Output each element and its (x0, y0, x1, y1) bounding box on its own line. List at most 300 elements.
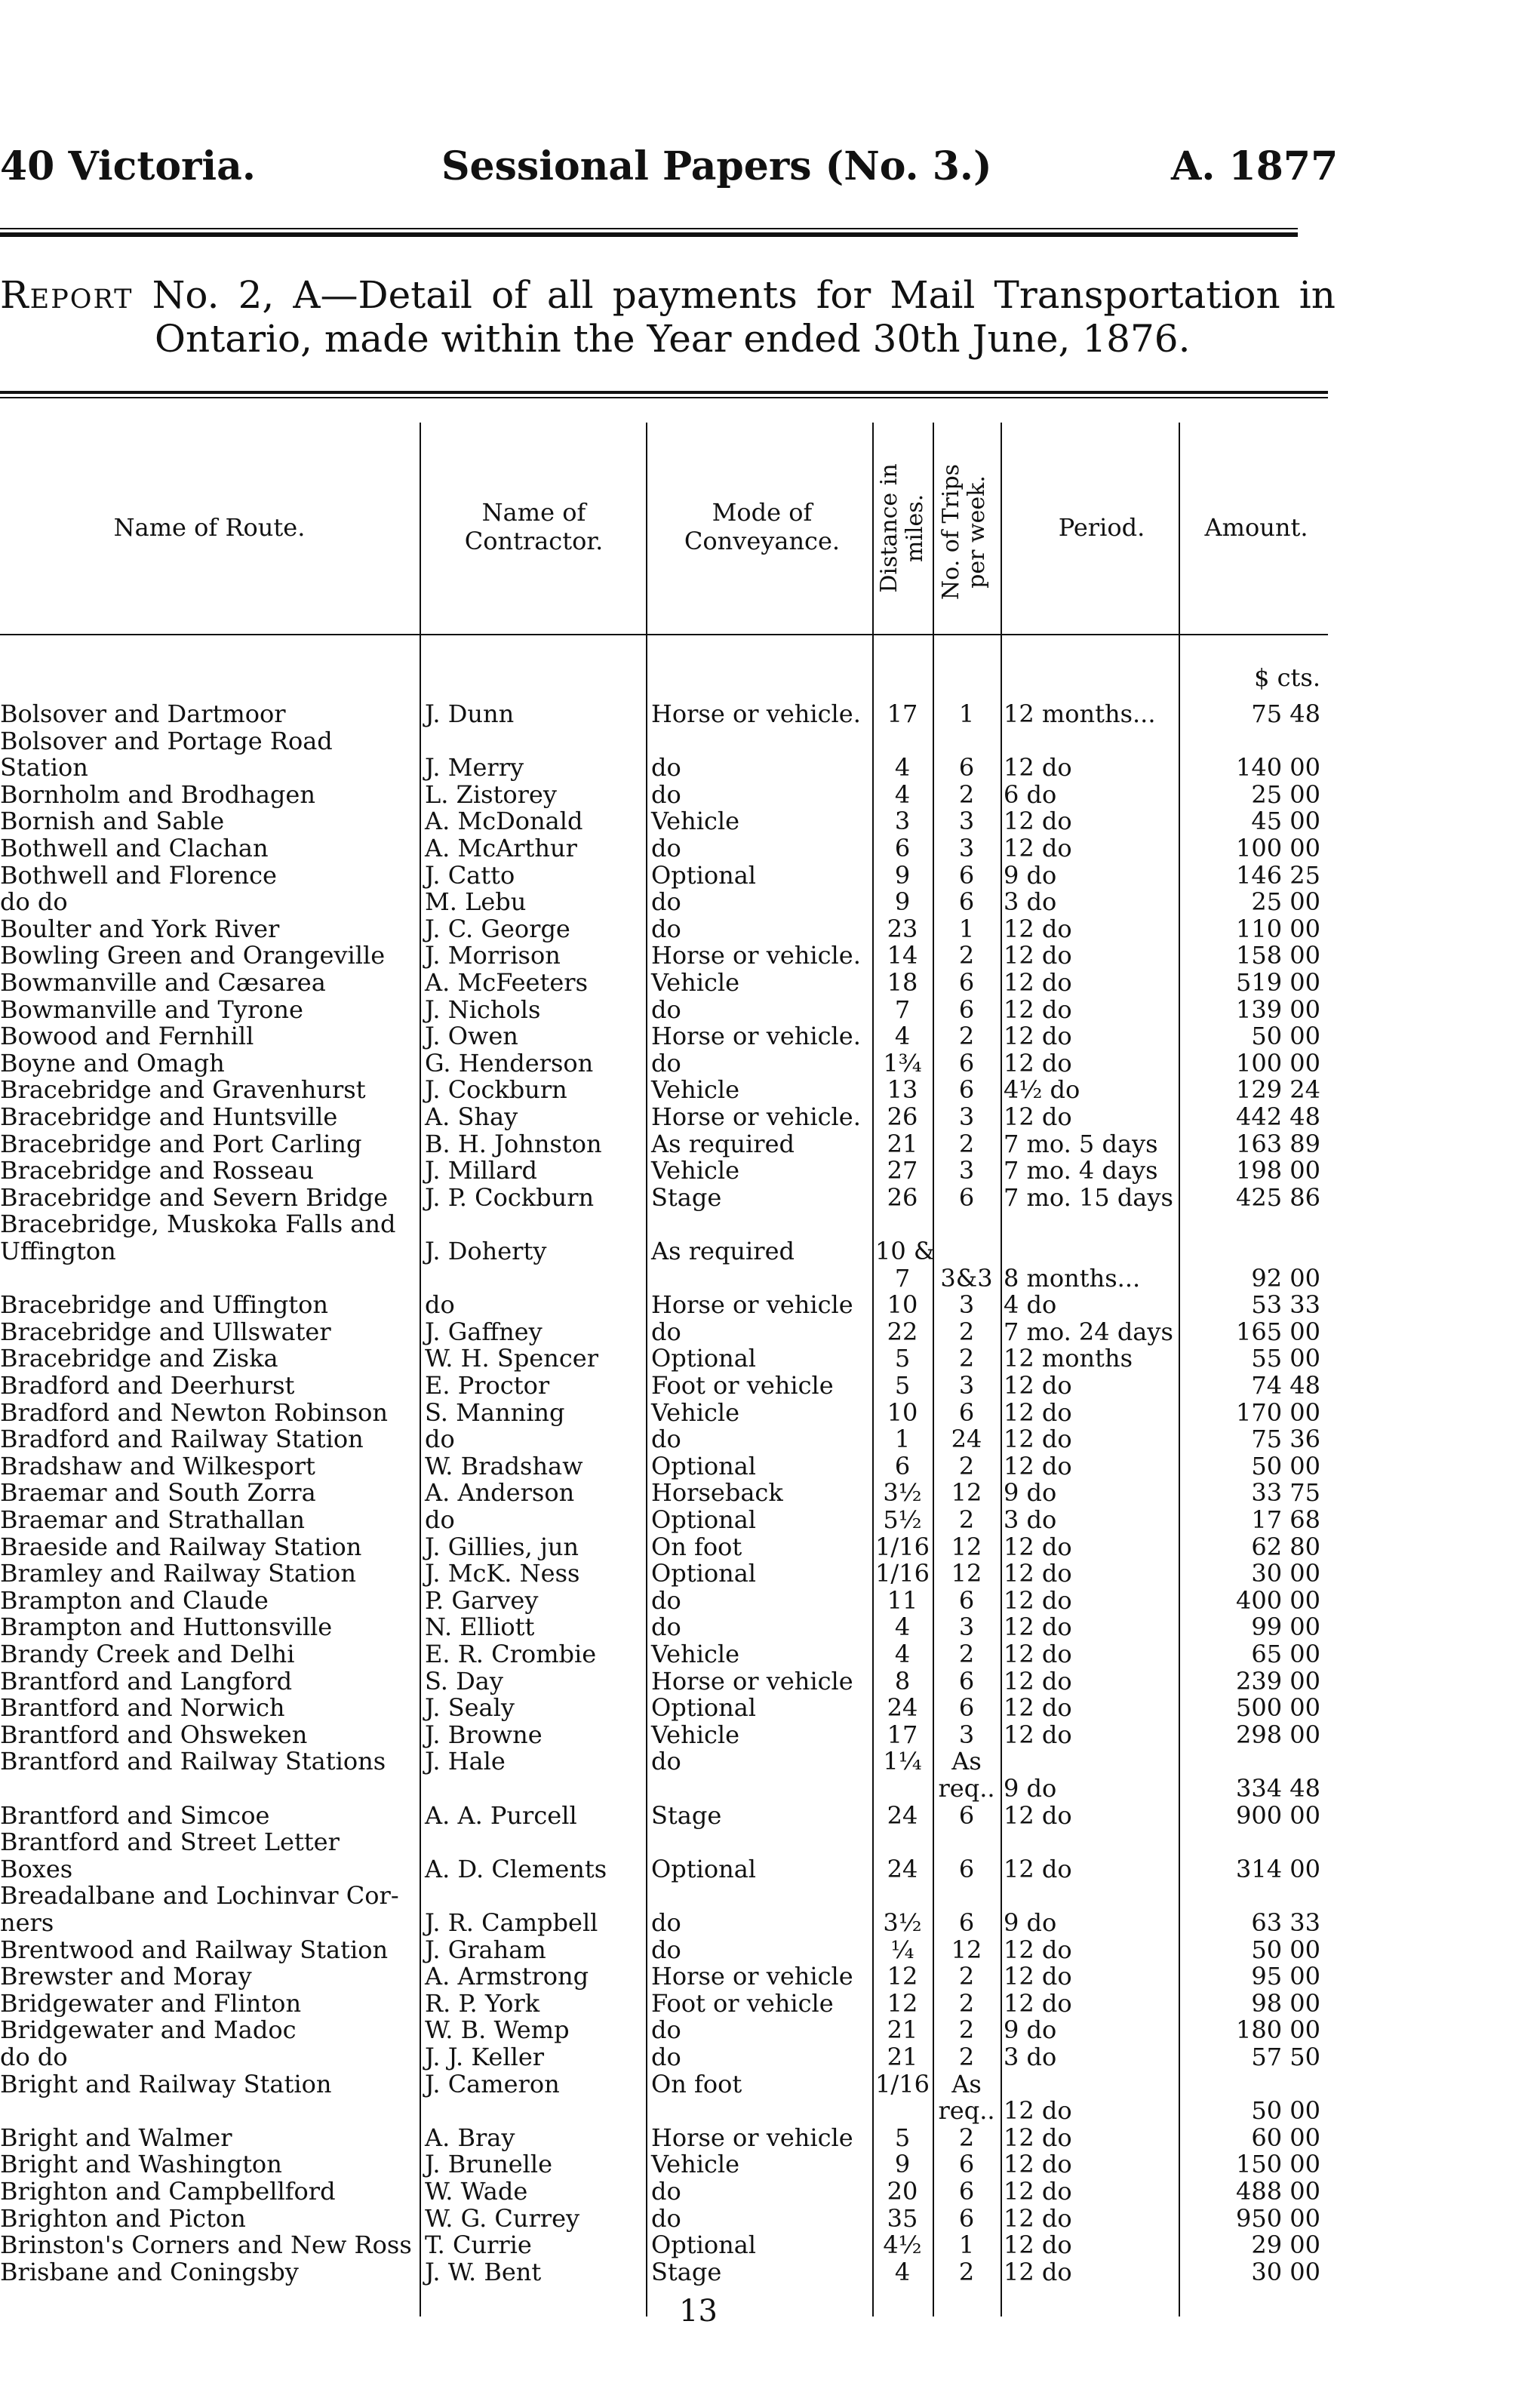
cell-contractor: L. Zistorey (425, 779, 557, 809)
cell-amount: 334 48 (1236, 1774, 1320, 1803)
cell-route: Brewster and Moray (0, 1962, 252, 1991)
cell-amount: 198 00 (1236, 1156, 1320, 1185)
cell-contractor: A. McDonald (425, 807, 583, 836)
cell-distance: 12 (887, 1962, 918, 1991)
cell-route: Bracebridge and Ullswater (0, 1317, 331, 1346)
table-row (0, 1748, 1336, 1775)
cell-amount: 165 00 (1236, 1317, 1320, 1346)
cell-distance: 1¾ (883, 1048, 922, 1078)
running-header (0, 143, 1540, 204)
cell-contractor: J. Cameron (425, 2069, 560, 2098)
cell-period: 7 mo. 5 days (1004, 1129, 1158, 1158)
cell-amount: 180 00 (1236, 2015, 1320, 2045)
cell-contractor: do (425, 1425, 455, 1454)
table-row (0, 969, 1336, 996)
cell-contractor: W. H. Spencer (425, 1344, 598, 1373)
cell-amount: 170 00 (1236, 1397, 1320, 1427)
cell-distance: 22 (887, 1317, 918, 1346)
cell-mode: Horseback (651, 1478, 783, 1508)
cell-route: Brighton and Picton (0, 2203, 246, 2233)
cell-distance: 10 & (875, 1237, 936, 1265)
table-row (0, 1506, 1336, 1533)
cell-mode: do (651, 753, 681, 782)
table-row (0, 1613, 1336, 1640)
cell-route: Bornholm and Brodhagen (0, 779, 315, 809)
table-row (0, 1668, 1336, 1695)
cell-contractor: J. Browne (425, 1720, 543, 1749)
cell-route: Brampton and Claude (0, 1585, 269, 1615)
cell-amount: 239 00 (1236, 1666, 1320, 1696)
cell-amount: 50 00 (1251, 1451, 1320, 1480)
col-header-trips (939, 438, 990, 626)
cell-route: Boyne and Omagh (0, 1048, 225, 1078)
cell-route: Brandy Creek and Delhi (0, 1640, 295, 1668)
cell-contractor: E. R. Crombie (425, 1640, 597, 1668)
table-row (0, 1802, 1336, 1829)
cell-period: 12 do (1004, 807, 1072, 836)
cell-amount: 488 00 (1236, 2177, 1320, 2206)
cell-period: 12 do (1004, 1800, 1072, 1830)
col-header-distance-l2: miles. (902, 493, 928, 563)
cell-route: Bowood and Fernhill (0, 1022, 254, 1051)
col-header-contractor (423, 498, 645, 555)
cell-distance: ¼ (890, 1935, 914, 1964)
cell-distance: 9 (894, 860, 911, 890)
cell-trips: 6 (958, 2203, 975, 2233)
cell-route: Bright and Railway Station (0, 2069, 332, 2098)
col-header-amount: Amount. (1204, 513, 1308, 542)
cell-mode: Optional (651, 1344, 756, 1373)
cell-trips: 2 (958, 1344, 975, 1373)
cell-amount: 99 00 (1251, 1613, 1320, 1642)
table-row (0, 1291, 1336, 1318)
cell-route: Brinston's Corners and New Ross (0, 2230, 412, 2260)
cell-trips: 6 (958, 1666, 975, 1696)
cell-mode: Optional (651, 1451, 756, 1480)
table-row (0, 1345, 1336, 1372)
table-top-rule (0, 391, 1328, 394)
cell-distance: 13 (887, 1075, 918, 1105)
cell-trips: 2 (958, 2257, 975, 2286)
cell-trips: 1 (958, 914, 975, 943)
amount-units: $ cts. (1254, 663, 1320, 692)
cell-period: 12 do (1004, 1935, 1072, 1964)
cell-mode: do (651, 914, 681, 943)
cell-trips: 6 (958, 1075, 975, 1105)
cell-mode: do (651, 2203, 681, 2233)
cell-route: Brighton and Campbellford (0, 2177, 336, 2206)
cell-distance: 1/16 (875, 1559, 930, 1588)
cell-mode: do (651, 1935, 681, 1964)
cell-contractor: A. McFeeters (425, 968, 588, 997)
cell-period: 12 do (1004, 2203, 1072, 2233)
cell-period: 12 do (1004, 1988, 1072, 2018)
cell-period: 6 do (1004, 779, 1057, 809)
cell-trips: 3 (958, 1290, 975, 1320)
cell-contractor: A. Bray (425, 2123, 515, 2152)
table-row (0, 2178, 1336, 2205)
cell-distance: 21 (887, 1129, 918, 1158)
table-row (0, 1479, 1336, 1506)
cell-mode: On foot (651, 2069, 742, 2098)
cell-amount: 400 00 (1236, 1585, 1320, 1615)
cell-amount: 140 00 (1236, 753, 1320, 782)
cell-mode: Horse or vehicle. (651, 941, 861, 970)
cell-route: Bradford and Newton Robinson (0, 1397, 388, 1427)
cell-amount: 29 00 (1251, 2230, 1320, 2260)
cell-distance: 4½ (883, 2230, 922, 2260)
cell-distance: 3 (894, 807, 911, 836)
cell-amount: 98 00 (1251, 1988, 1320, 2018)
cell-contractor: J. Gaffney (425, 1317, 543, 1346)
cell-trips: 2 (958, 2043, 975, 2071)
cell-period: 12 do (1004, 1854, 1072, 1883)
cell-amount: 17 68 (1251, 1505, 1320, 1534)
cell-amount: 75 48 (1251, 699, 1320, 728)
header-rule-thin (0, 228, 1298, 229)
cell-trips: 2 (958, 2015, 975, 2045)
cell-mode: do (651, 887, 681, 917)
cell-trips: 3 (958, 807, 975, 836)
cell-amount: 100 00 (1236, 834, 1320, 862)
cell-route: Bracebridge and Uffington (0, 1290, 328, 1320)
cell-distance: 4 (894, 2257, 911, 2286)
cell-distance: 10 (887, 1397, 918, 1427)
header-bottom-rule (0, 634, 1328, 635)
cell-trips: 6 (958, 753, 975, 782)
cell-distance: 23 (887, 914, 918, 943)
cell-mode: do (651, 834, 681, 862)
cell-route: Bracebridge and Gravenhurst (0, 1075, 366, 1105)
cell-trips: 12 (951, 1935, 982, 1964)
cell-distance: 10 (887, 1290, 918, 1320)
cell-route: Brantford and Street Letter (0, 1828, 340, 1857)
cell-route: Bracebridge, Muskoka Falls and (0, 1210, 396, 1239)
col-header-mode-l1: Mode of (712, 498, 813, 527)
cell-contractor: M. Lebu (425, 887, 527, 917)
cell-period: 9 do (1004, 860, 1057, 890)
cell-mode: Vehicle (651, 1720, 740, 1749)
table-row (0, 754, 1336, 781)
cell-route: do do (0, 2043, 68, 2071)
cell-mode: do (651, 1585, 681, 1615)
table-row (0, 1855, 1336, 1883)
cell-trips: 1 (958, 699, 975, 728)
cell-contractor: J. Hale (425, 1747, 506, 1776)
header-volume: 40 Victoria. (0, 143, 256, 189)
cell-period: 12 do (1004, 1585, 1072, 1615)
cell-period: 9 do (1004, 1774, 1057, 1803)
col-header-trips-l1: No. of Trips (938, 463, 964, 601)
cell-route: Brantford and Norwich (0, 1693, 285, 1723)
cell-route: Bowmanville and Tyrone (0, 995, 303, 1024)
cell-route: Bracebridge and Huntsville (0, 1102, 338, 1131)
cell-contractor: R. P. York (425, 1988, 540, 2018)
cell-trips: 2 (958, 779, 975, 809)
title-lead: Report (0, 273, 134, 317)
table-row (0, 2205, 1336, 2232)
cell-contractor: A. A. Purcell (425, 1800, 577, 1830)
table-row (0, 1157, 1336, 1184)
cell-amount: 500 00 (1236, 1693, 1320, 1723)
cell-contractor: J. Sealy (425, 1693, 515, 1723)
cell-distance: 7 (894, 995, 911, 1024)
cell-trips: 2 (958, 1988, 975, 2018)
table-row (0, 1050, 1336, 1077)
cell-distance: 1 (894, 1425, 911, 1454)
table-row (0, 727, 1336, 755)
cell-distance: 12 (887, 1988, 918, 2018)
cell-amount: 25 00 (1251, 779, 1320, 809)
cell-mode: Horse or vehicle (651, 2123, 853, 2152)
cell-mode: do (651, 2177, 681, 2206)
col-header-mode (649, 498, 875, 555)
cell-trips: 2 (958, 1022, 975, 1051)
cell-mode: do (651, 1317, 681, 1346)
cell-distance: 9 (894, 887, 911, 917)
cell-period: 12 do (1004, 1666, 1072, 1696)
cell-period: 9 do (1004, 2015, 1057, 2045)
cell-trips: As (951, 2069, 982, 2098)
cell-route: Bothwell and Clachan (0, 834, 269, 862)
cell-distance: 21 (887, 2015, 918, 2045)
cell-period: 12 do (1004, 2177, 1072, 2206)
cell-mode: Foot or vehicle (651, 1371, 834, 1400)
cell-route: Brisbane and Coningsby (0, 2257, 299, 2286)
cell-contractor: J. Graham (425, 1935, 546, 1964)
table-row (0, 942, 1336, 969)
cell-period: 9 do (1004, 1478, 1057, 1508)
cell-distance: 9 (894, 2150, 911, 2179)
cell-contractor: J. Owen (425, 1022, 518, 1051)
cell-trips: 6 (958, 860, 975, 890)
cell-mode: Vehicle (651, 968, 740, 997)
header-title: Sessional Papers (No. 3.) (441, 143, 992, 189)
cell-trips: 6 (958, 1397, 975, 1427)
table-row (0, 1775, 1336, 1802)
cell-period: 12 do (1004, 1371, 1072, 1400)
cell-amount: 45 00 (1251, 807, 1320, 836)
cell-trips: 2 (958, 1962, 975, 1991)
cell-period: 12 do (1004, 1397, 1072, 1427)
cell-mode: do (651, 2015, 681, 2045)
cell-distance: 17 (887, 699, 918, 728)
cell-period: 8 months... (1004, 1263, 1141, 1293)
cell-route: Bradford and Deerhurst (0, 1371, 295, 1400)
cell-route: Brantford and Simcoe (0, 1800, 270, 1830)
cell-amount: 74 48 (1251, 1371, 1320, 1400)
cell-trips: 3 (958, 1613, 975, 1642)
cell-amount: 75 36 (1251, 1425, 1320, 1454)
cell-mode: Optional (651, 1559, 756, 1588)
table-row (0, 1265, 1336, 1292)
cell-contractor: J. P. Cockburn (425, 1182, 595, 1212)
cell-mode: Stage (651, 1182, 722, 1212)
col-header-period: Period. (1058, 513, 1145, 542)
cell-trips: 3 (958, 1156, 975, 1185)
cell-amount: 110 00 (1236, 914, 1320, 943)
table-row (0, 2231, 1336, 2258)
cell-route: Bothwell and Florence (0, 860, 277, 890)
cell-period: 7 mo. 24 days (1004, 1317, 1173, 1346)
table-row (0, 2016, 1336, 2043)
cell-trips: 6 (958, 1585, 975, 1615)
cell-route: Braeside and Railway Station (0, 1532, 362, 1561)
table-row (0, 1076, 1336, 1103)
cell-contractor: J. C. George (425, 914, 570, 943)
col-header-route: Name of Route. (113, 513, 306, 542)
table-row (0, 1425, 1336, 1453)
cell-route: Bowling Green and Orangeville (0, 941, 386, 970)
cell-distance: 11 (887, 1585, 918, 1615)
cell-mode: Optional (651, 1693, 756, 1723)
title-line-2: Ontario, made within the Year ended 30th June, 1876. (155, 317, 1191, 361)
cell-amount: 100 00 (1236, 1048, 1320, 1078)
cell-distance: 4 (894, 1640, 911, 1668)
cell-period: 12 do (1004, 2096, 1072, 2126)
col-header-mode-l2: Conveyance. (684, 527, 841, 555)
cell-trips: 2 (958, 1317, 975, 1346)
cell-trips: req.. (938, 2096, 995, 2126)
cell-route: Braemar and South Zorra (0, 1478, 316, 1508)
cell-amount: 33 75 (1251, 1478, 1320, 1508)
table-row (0, 1640, 1336, 1668)
cell-period: 3 do (1004, 887, 1057, 917)
cell-trips: As (951, 1747, 982, 1776)
cell-period: 12 do (1004, 1451, 1072, 1480)
cell-distance: 17 (887, 1720, 918, 1749)
cell-mode: Stage (651, 1800, 722, 1830)
cell-mode: Horse or vehicle (651, 1666, 853, 1696)
cell-period: 12 do (1004, 1720, 1072, 1749)
cell-amount: 950 00 (1236, 2203, 1320, 2233)
cell-amount: 65 00 (1251, 1640, 1320, 1668)
cell-route: Brantford and Railway Stations (0, 1747, 386, 1776)
table-row (0, 2151, 1336, 2178)
cell-trips: 2 (958, 1451, 975, 1480)
cell-route: Bowmanville and Cæsarea (0, 968, 326, 997)
cell-trips: 12 (951, 1532, 982, 1561)
cell-contractor: J. Catto (425, 860, 515, 890)
cell-contractor: J. Millard (425, 1156, 538, 1185)
cell-route: Boxes (0, 1854, 73, 1883)
cell-contractor: do (425, 1505, 455, 1534)
cell-amount: 158 00 (1236, 941, 1320, 970)
cell-contractor: J. Cockburn (425, 1075, 567, 1105)
table-row (0, 1828, 1336, 1855)
cell-distance: 8 (894, 1666, 911, 1696)
cell-period: 12 do (1004, 1048, 1072, 1078)
cell-period: 4½ do (1004, 1075, 1080, 1105)
cell-route: ners (0, 1908, 54, 1937)
cell-distance: 27 (887, 1156, 918, 1185)
cell-route: Boulter and York River (0, 914, 280, 943)
cell-trips: 6 (958, 1182, 975, 1212)
cell-contractor: A. McArthur (425, 834, 577, 862)
cell-trips: 6 (958, 995, 975, 1024)
table-row (0, 807, 1336, 835)
cell-route: Brentwood and Railway Station (0, 1935, 389, 1964)
cell-route: Breadalbane and Lochinvar Cor- (0, 1881, 399, 1911)
cell-contractor: J. McK. Ness (425, 1559, 580, 1588)
cell-contractor: N. Elliott (425, 1613, 535, 1642)
cell-mode: Optional (651, 1854, 756, 1883)
cell-route: Station (0, 753, 88, 782)
cell-distance: 5 (894, 1371, 911, 1400)
cell-contractor: E. Proctor (425, 1371, 550, 1400)
cell-mode: do (651, 2043, 681, 2071)
table-row (0, 2124, 1336, 2151)
cell-trips: 2 (958, 1129, 975, 1158)
cell-period: 12 do (1004, 753, 1072, 782)
cell-trips: 6 (958, 1048, 975, 1078)
cell-trips: 2 (958, 1505, 975, 1534)
cell-mode: Optional (651, 860, 756, 890)
cell-route: Bright and Washington (0, 2150, 282, 2179)
cell-period: 12 months (1004, 1344, 1133, 1373)
cell-distance: 1/16 (875, 1532, 930, 1561)
page-number: 13 (679, 2294, 718, 2329)
cell-period: 12 do (1004, 2123, 1072, 2152)
table-row (0, 1372, 1336, 1399)
table-row (0, 862, 1336, 889)
cell-mode: Optional (651, 1505, 756, 1534)
table-row (0, 1453, 1336, 1480)
cell-amount: 95 00 (1251, 1962, 1320, 1991)
table-row (0, 1103, 1336, 1130)
cell-route: Bradshaw and Wilkesport (0, 1451, 315, 1480)
cell-period: 7 mo. 15 days (1004, 1182, 1173, 1212)
table-row (0, 1399, 1336, 1426)
cell-route: Bridgewater and Madoc (0, 2015, 297, 2045)
col-header-distance-l1: Distance in (876, 463, 902, 593)
report-title (0, 273, 1336, 361)
cell-distance: 5 (894, 2123, 911, 2152)
cell-contractor: A. Anderson (425, 1478, 575, 1508)
cell-trips: 3 (958, 1102, 975, 1131)
table-row (0, 1882, 1336, 1909)
table-row (0, 2043, 1336, 2071)
table-row (0, 996, 1336, 1023)
cell-trips: 6 (958, 2150, 975, 2179)
cell-trips: 3&3 (940, 1263, 993, 1293)
cell-amount: 30 00 (1251, 2257, 1320, 2286)
cell-amount: 442 48 (1236, 1102, 1320, 1131)
cell-period: 3 do (1004, 1505, 1057, 1534)
cell-period: 12 do (1004, 1559, 1072, 1588)
cell-distance: 26 (887, 1102, 918, 1131)
cell-mode: Horse or vehicle (651, 1290, 853, 1320)
cell-trips: 6 (958, 1908, 975, 1937)
cell-distance: 1/16 (875, 2069, 930, 2098)
cell-trips: 6 (958, 1693, 975, 1723)
table-row (0, 1210, 1336, 1237)
cell-mode: do (651, 995, 681, 1024)
cell-amount: 63 33 (1251, 1908, 1320, 1937)
cell-contractor: W. B. Wemp (425, 2015, 570, 2045)
cell-mode: Horse or vehicle. (651, 1102, 861, 1131)
cell-distance: 14 (887, 941, 918, 970)
cell-amount: 900 00 (1236, 1800, 1320, 1830)
cell-trips: 6 (958, 2177, 975, 2206)
cell-distance: 20 (887, 2177, 918, 2206)
cell-trips: 6 (958, 887, 975, 917)
cell-period: 12 do (1004, 941, 1072, 970)
cell-trips: 2 (958, 941, 975, 970)
cell-period: 12 do (1004, 1425, 1072, 1454)
cell-route: Bolsover and Dartmoor (0, 699, 286, 728)
cell-distance: 5½ (883, 1505, 922, 1534)
